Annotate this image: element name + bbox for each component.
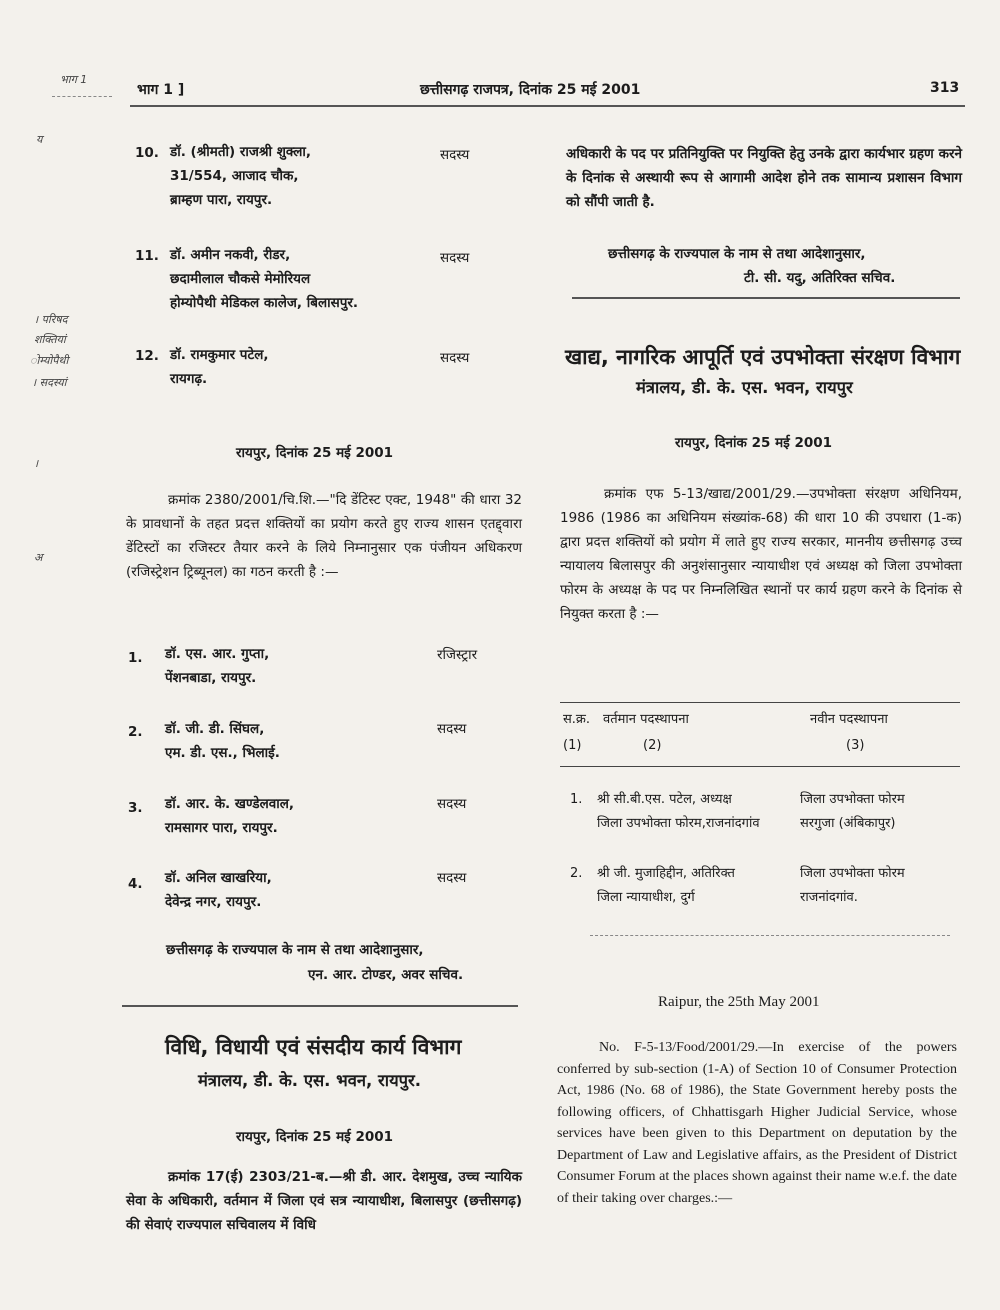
signatory: एन. आर. टोण्डर, अवर सचिव.	[308, 967, 464, 983]
continued-paragraph: अधिकारी के पद पर प्रतिनियुक्ति पर नियुक्ति हेतु उनके द्वारा कार्यभार ग्रहण करने के दिनांक से अस्थायी रूप से आगामी आदेश होने तक सामान्य प्रशासन विभाग को सौंपी जाती है.	[566, 146, 962, 210]
section-divider	[122, 1005, 518, 1007]
member-line: डॉ. रामकुमार पटेल,	[170, 347, 269, 363]
table-top-rule	[560, 702, 960, 703]
page-number: 313	[930, 80, 960, 96]
dateline: रायपुर, दिनांक 25 मई 2001	[236, 445, 394, 461]
cell-line: श्री सी.बी.एस. पटेल, अध्यक्ष	[597, 792, 732, 807]
member-line: पेंशनबाडा, रायपुर.	[165, 670, 257, 686]
member-details	[165, 642, 269, 690]
margin-fragment: य	[36, 133, 43, 146]
member-details	[170, 140, 311, 212]
header-rule	[130, 105, 965, 107]
member-line: ब्राम्हण पारा, रायपुर.	[170, 192, 273, 208]
signature-line: छत्तीसगढ़ के राज्यपाल के नाम से तथा आदेशानुसार,	[166, 942, 424, 958]
current-posting	[597, 862, 735, 910]
member-role: रजिस्ट्रार	[437, 647, 478, 663]
member-line: डॉ. अनिल खाखरिया,	[165, 870, 272, 886]
member-line: देवेन्द्र नगर, रायपुर.	[165, 894, 262, 910]
member-number: 10.	[135, 145, 159, 161]
new-posting	[800, 788, 905, 836]
member-role: सदस्य	[437, 721, 467, 737]
cell-line: राजनांदगांव.	[800, 890, 858, 905]
member-line: एम. डी. एस., भिलाई.	[165, 745, 280, 761]
table-colnum: (3)	[846, 738, 865, 753]
margin-dash	[52, 96, 112, 97]
signatory: टी. सी. यदु, अतिरिक्त सचिव.	[744, 270, 896, 286]
member-role: सदस्य	[440, 147, 470, 163]
english-order-paragraph: No. F-5-13/Food/2001/29.—In exercise of the powers conferred by sub-section (1-A) of Section 10 of Consumer Protection Act, 1986 (No. 68 of 1986), the State Government hereby posts the following officers, of Chhattisgarh Higher Judicial Service, whose services have been given to this Department on deputation by the Department of Law and Legislative affairs, as the President of District Consumer Forum at the places shown against their name w.e.f. the date of their taking over charges.:—	[557, 1040, 957, 1206]
member-role: सदस्य	[437, 796, 467, 812]
table-colnum: (1)	[563, 738, 582, 753]
member-details	[165, 717, 280, 765]
member-line: डॉ. (श्रीमती) राजश्री शुक्ला,	[170, 144, 312, 160]
member-line: 31/554, आजाद चौक,	[170, 168, 299, 184]
member-number: 11.	[135, 248, 159, 264]
member-number: 12.	[135, 348, 159, 364]
cell-line: सरगुजा (अंबिकापुर)	[800, 816, 896, 831]
margin-fragment: भाग 1	[60, 73, 88, 86]
row-number: 2.	[570, 866, 583, 881]
member-number: 2.	[128, 724, 143, 740]
member-line: डॉ. एस. आर. गुप्ता,	[165, 646, 270, 662]
section-divider	[572, 297, 960, 299]
member-details	[170, 243, 358, 315]
member-line: होम्योपैथी मेडिकल कालेज, बिलासपुर.	[170, 295, 359, 311]
department-title: विधि, विधायी एवं संसदीय कार्य विभाग	[165, 1035, 462, 1059]
dateline: रायपुर, दिनांक 25 मई 2001	[236, 1129, 394, 1145]
margin-fragment: अ	[34, 551, 43, 564]
order-paragraph: क्रमांक 17(ई) 2303/21-ब.—श्री डी. आर. देशमुख, उच्च न्यायिक सेवा के अधिकारी, वर्तमान में जिला एवं सत्र न्यायाधीश, बिलासपुर (छत्तीसगढ़) की सेवाएं राज्यपाल सचिवालय में विधि	[126, 1169, 522, 1233]
margin-fragment: । सदस्यां	[32, 376, 67, 389]
department-address: मंत्रालय, डी. के. एस. भवन, रायपुर	[636, 378, 853, 397]
member-details	[165, 866, 272, 914]
member-number: 1.	[128, 650, 143, 666]
member-number: 3.	[128, 800, 143, 816]
member-details	[165, 792, 294, 840]
order-paragraph: क्रमांक एफ 5-13/खाद्य/2001/29.—उपभोक्ता संरक्षण अधिनियम, 1986 (1986 का अधिनियम संख्यांक-68) की धारा 10 की उपधारा (1-क) द्वारा प्रदत्त शक्तियों को प्रयोग में लाते हुए राज्य सरकार, माननीय छत्तीसगढ़ उच्च न्यायालय बिलासपुर की अनुशंसानुसार न्यायाधीश एवं अध्यक्ष को जिला उपभोक्ता फोरम के अध्यक्ष के पद पर निम्नलिखित स्थानों पर कार्य ग्रहण करने के दिनांक से नियुक्त करता है :—	[560, 486, 962, 622]
current-posting	[597, 788, 760, 836]
table-header-serial: स.क्र.	[563, 712, 591, 727]
margin-fragment: शक्तियां	[34, 333, 66, 346]
margin-fragment: ोम्योपैथी	[30, 354, 69, 367]
department-address: मंत्रालय, डी. के. एस. भवन, रायपुर.	[198, 1071, 422, 1090]
row-number: 1.	[570, 792, 583, 807]
member-details	[170, 343, 269, 391]
english-dateline: Raipur, the 25th May 2001	[658, 994, 820, 1010]
table-header-current: वर्तमान पदस्थापना	[603, 712, 689, 727]
member-line: रायगढ़.	[170, 371, 208, 387]
member-line: डॉ. जी. डी. सिंघल,	[165, 721, 265, 737]
margin-fragment: ।	[34, 457, 39, 470]
header-part: भाग 1 ]	[137, 82, 185, 98]
cell-line: जिला न्यायाधीश, दुर्ग	[597, 890, 695, 905]
cell-line: जिला उपभोक्ता फोरम,राजनांदगांव	[597, 816, 760, 831]
table-header-rule	[560, 766, 960, 767]
order-paragraph: क्रमांक 2380/2001/चि.शि.—"दि डेंटिस्ट एक्ट, 1948" की धारा 32 के प्रावधानों के तहत प्रदत्त शक्तियों का प्रयोग करते हुए राज्य शासन एतद्द्वारा डेंटिस्टों का रजिस्टर तैयार करने के लिये निम्नानुसार एक पंजीयन अधिकरण (रजिस्ट्रेशन ट्रिब्यूनल) का गठन करती है :—	[126, 492, 522, 580]
header-title: छत्तीसगढ़ राजपत्र, दिनांक 25 मई 2001	[420, 82, 641, 98]
cell-line: श्री जी. मुजाहिद्दीन, अतिरिक्त	[597, 866, 735, 881]
member-role: सदस्य	[440, 250, 470, 266]
member-line: डॉ. आर. के. खण्डेलवाल,	[165, 796, 295, 812]
member-role: सदस्य	[437, 870, 467, 886]
dateline: रायपुर, दिनांक 25 मई 2001	[675, 435, 833, 451]
table-colnum: (2)	[643, 738, 662, 753]
member-line: रामसागर पारा, रायपुर.	[165, 820, 278, 836]
signature-line: छत्तीसगढ़ के राज्यपाल के नाम से तथा आदेशानुसार,	[608, 246, 866, 262]
margin-fragment: । परिषद	[34, 313, 68, 326]
table-bottom-rule	[590, 935, 950, 936]
member-role: सदस्य	[440, 350, 470, 366]
new-posting	[800, 862, 905, 910]
member-line: छदामीलाल चौकसे मेमोरियल	[170, 271, 311, 287]
department-title: खाद्य, नागरिक आपूर्ति एवं उपभोक्ता संरक्षण विभाग	[565, 345, 961, 369]
cell-line: जिला उपभोक्ता फोरम	[800, 792, 905, 807]
cell-line: जिला उपभोक्ता फोरम	[800, 866, 905, 881]
member-line: डॉ. अमीन नकवी, रीडर,	[170, 247, 291, 263]
table-header-new: नवीन पदस्थापना	[810, 712, 888, 727]
member-number: 4.	[128, 876, 143, 892]
